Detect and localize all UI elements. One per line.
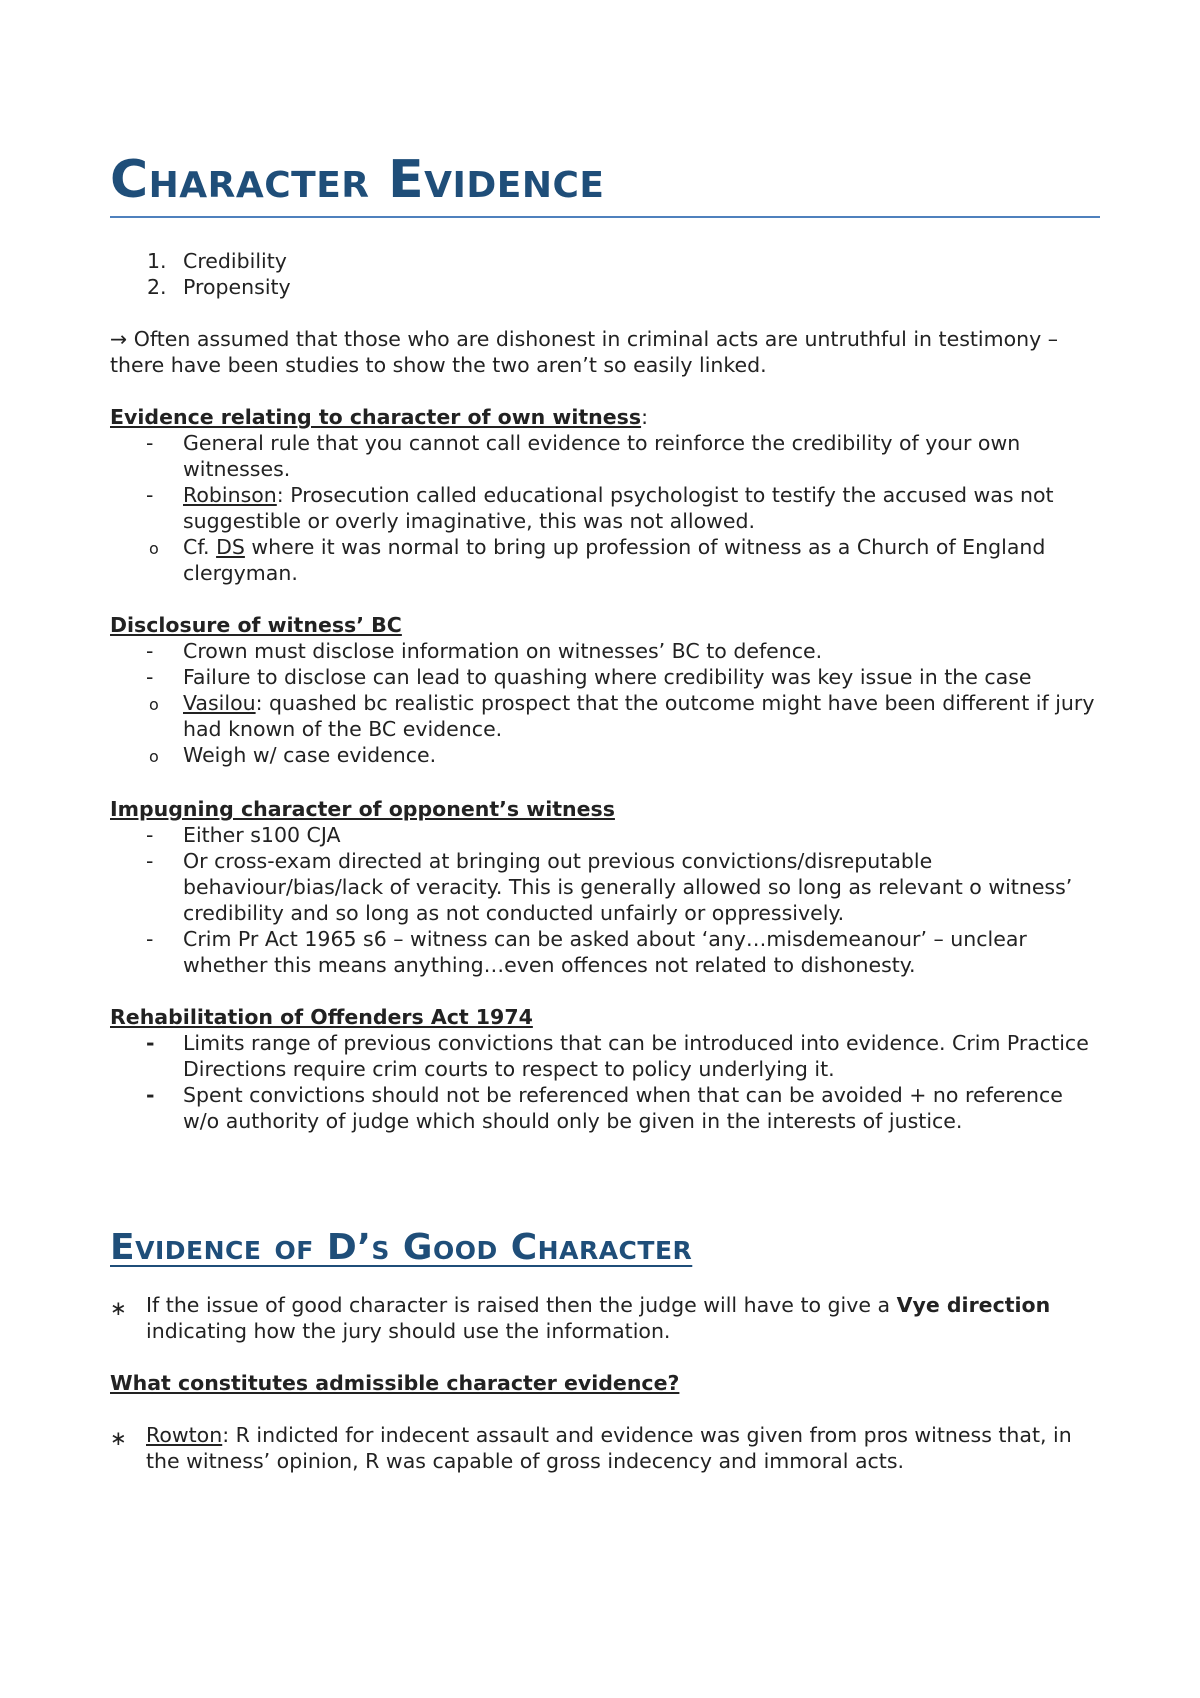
list-item-text: : Prosecution called educational psychologist to testify the accused was not suggestible or overly imaginative, this was not allowed.: [183, 483, 1054, 533]
section-heading-text: Disclosure of witness’ BC: [110, 613, 402, 637]
dash-bullet: -: [146, 665, 154, 689]
list-item: [110, 1030, 1100, 1082]
circle-bullet-icon: o: [149, 695, 159, 714]
section-title: Evidence of D’s Good Character: [110, 1227, 693, 1268]
list-item: [110, 1292, 1100, 1344]
section-heading-impugning: [110, 796, 1100, 822]
section-heading-text: Evidence relating to character of own witness: [110, 405, 642, 429]
disclosure-list: [110, 638, 1100, 768]
sub-list-item: [110, 534, 1100, 586]
case-name: Robinson: [183, 483, 277, 507]
list-item: [110, 638, 1100, 664]
list-item-text: Failure to disclose can lead to quashing where credibility was key issue in the case: [183, 665, 1032, 689]
case-name: Vasilou: [183, 691, 256, 715]
dash-bullet: -: [146, 1031, 155, 1055]
section-heading-disclosure: [110, 612, 1100, 638]
list-item: [110, 248, 1100, 274]
list-item: [110, 664, 1100, 768]
sub-item-text: where it was normal to bring up profession of witness as a Church of England clergyman.: [183, 535, 1046, 585]
list-item: [110, 1422, 1100, 1474]
list-number: 2.: [147, 275, 167, 299]
dash-bullet: -: [146, 431, 154, 455]
section-heading-own-witness: [110, 404, 1100, 430]
list-item-text: Propensity: [183, 275, 291, 299]
arrow-icon: →: [110, 327, 128, 351]
list-item: [110, 274, 1100, 300]
admissible-list: [110, 1422, 1100, 1474]
list-item-text: Crown must disclose information on witnesses’ BC to defence.: [183, 639, 823, 663]
sub-list: [110, 690, 1100, 768]
document-content: [110, 150, 1100, 1474]
section-heading-text: Impugning character of opponent’s witness: [110, 797, 615, 821]
sub-list: [110, 534, 1100, 586]
list-item: [110, 926, 1100, 978]
case-name: DS: [216, 535, 245, 559]
list-item: [110, 430, 1100, 482]
section-heading-rehab: [110, 1004, 1100, 1030]
own-witness-list: [110, 430, 1100, 586]
subheading-admissible: [110, 1370, 1100, 1396]
intro-note-text: Often assumed that those who are dishonest in criminal acts are untruthful in testimony – there have been studies to show the two aren’t so easily linked.: [110, 327, 1059, 377]
circle-bullet-icon: o: [149, 747, 159, 766]
list-item-text: : R indicted for indecent assault and evidence was given from pros witness that, in the witness’ opinion, R was capable of gross indecency and immoral acts.: [146, 1423, 1072, 1473]
list-item-text: Crim Pr Act 1965 s6 – witness can be asked about ‘any…misdemeanour’ – unclear whether this means anything…even offences not related to dishonesty.: [183, 927, 1027, 977]
circle-bullet-icon: o: [149, 539, 159, 558]
section-heading-text: What constitutes admissible character evidence?: [110, 1371, 680, 1395]
list-item-text: indicating how the jury should use the information.: [146, 1319, 671, 1343]
asterisk-bullet-icon: ∗: [110, 1426, 127, 1450]
dash-bullet: -: [146, 639, 154, 663]
case-name: Rowton: [146, 1423, 223, 1447]
list-item: [110, 848, 1100, 926]
sub-item-prefix: Cf.: [183, 535, 217, 559]
page-title: Character Evidence: [110, 150, 1100, 218]
list-item-text: Spent convictions should not be referenced when that can be avoided + no reference w/o authority of judge which should only be given in the interests of justice.: [183, 1083, 1063, 1133]
dash-bullet: -: [146, 823, 154, 847]
list-item-text: If the issue of good character is raised then the judge will have to give a: [146, 1293, 897, 1317]
sub-item-text: : quashed bc realistic prospect that the outcome might have been different if jury had known of the BC evidence.: [183, 691, 1095, 741]
list-item-text: Or cross-exam directed at bringing out previous convictions/disreputable behaviour/bias/lack of veracity. This is generally allowed so long as relevant o witness’ credibility and so long as not conducted unfairly or oppressively.: [183, 849, 1073, 925]
rehab-list: [110, 1030, 1100, 1134]
dash-bullet: -: [146, 849, 154, 873]
sub-list-item: [110, 690, 1100, 742]
intro-list: [110, 248, 1100, 300]
list-item: [110, 482, 1100, 586]
list-item-text: General rule that you cannot call evidence to reinforce the credibility of your own witnesses.: [183, 431, 1021, 481]
sub-list-item: [110, 742, 1100, 768]
heading-colon: :: [641, 405, 648, 429]
list-item-text: Either s100 CJA: [183, 823, 341, 847]
list-number: 1.: [147, 249, 167, 273]
section-heading-text: Rehabilitation of Offenders Act 1974: [110, 1005, 533, 1029]
list-item: [110, 1082, 1100, 1134]
dash-bullet: -: [146, 927, 154, 951]
vye-direction-term: Vye direction: [896, 1293, 1051, 1317]
list-item-text: Limits range of previous convictions that can be introduced into evidence. Crim Practice Directions require crim courts to respect to policy underlying it.: [183, 1031, 1089, 1081]
dash-bullet: -: [146, 483, 154, 507]
sub-item-text: Weigh w/ case evidence.: [183, 743, 437, 767]
impugning-list: [110, 822, 1100, 978]
good-character-list: [110, 1292, 1100, 1344]
asterisk-bullet-icon: ∗: [110, 1296, 127, 1320]
list-item-text: Credibility: [183, 249, 287, 273]
intro-note: [110, 326, 1100, 378]
list-item: [110, 822, 1100, 848]
dash-bullet: -: [146, 1083, 155, 1107]
